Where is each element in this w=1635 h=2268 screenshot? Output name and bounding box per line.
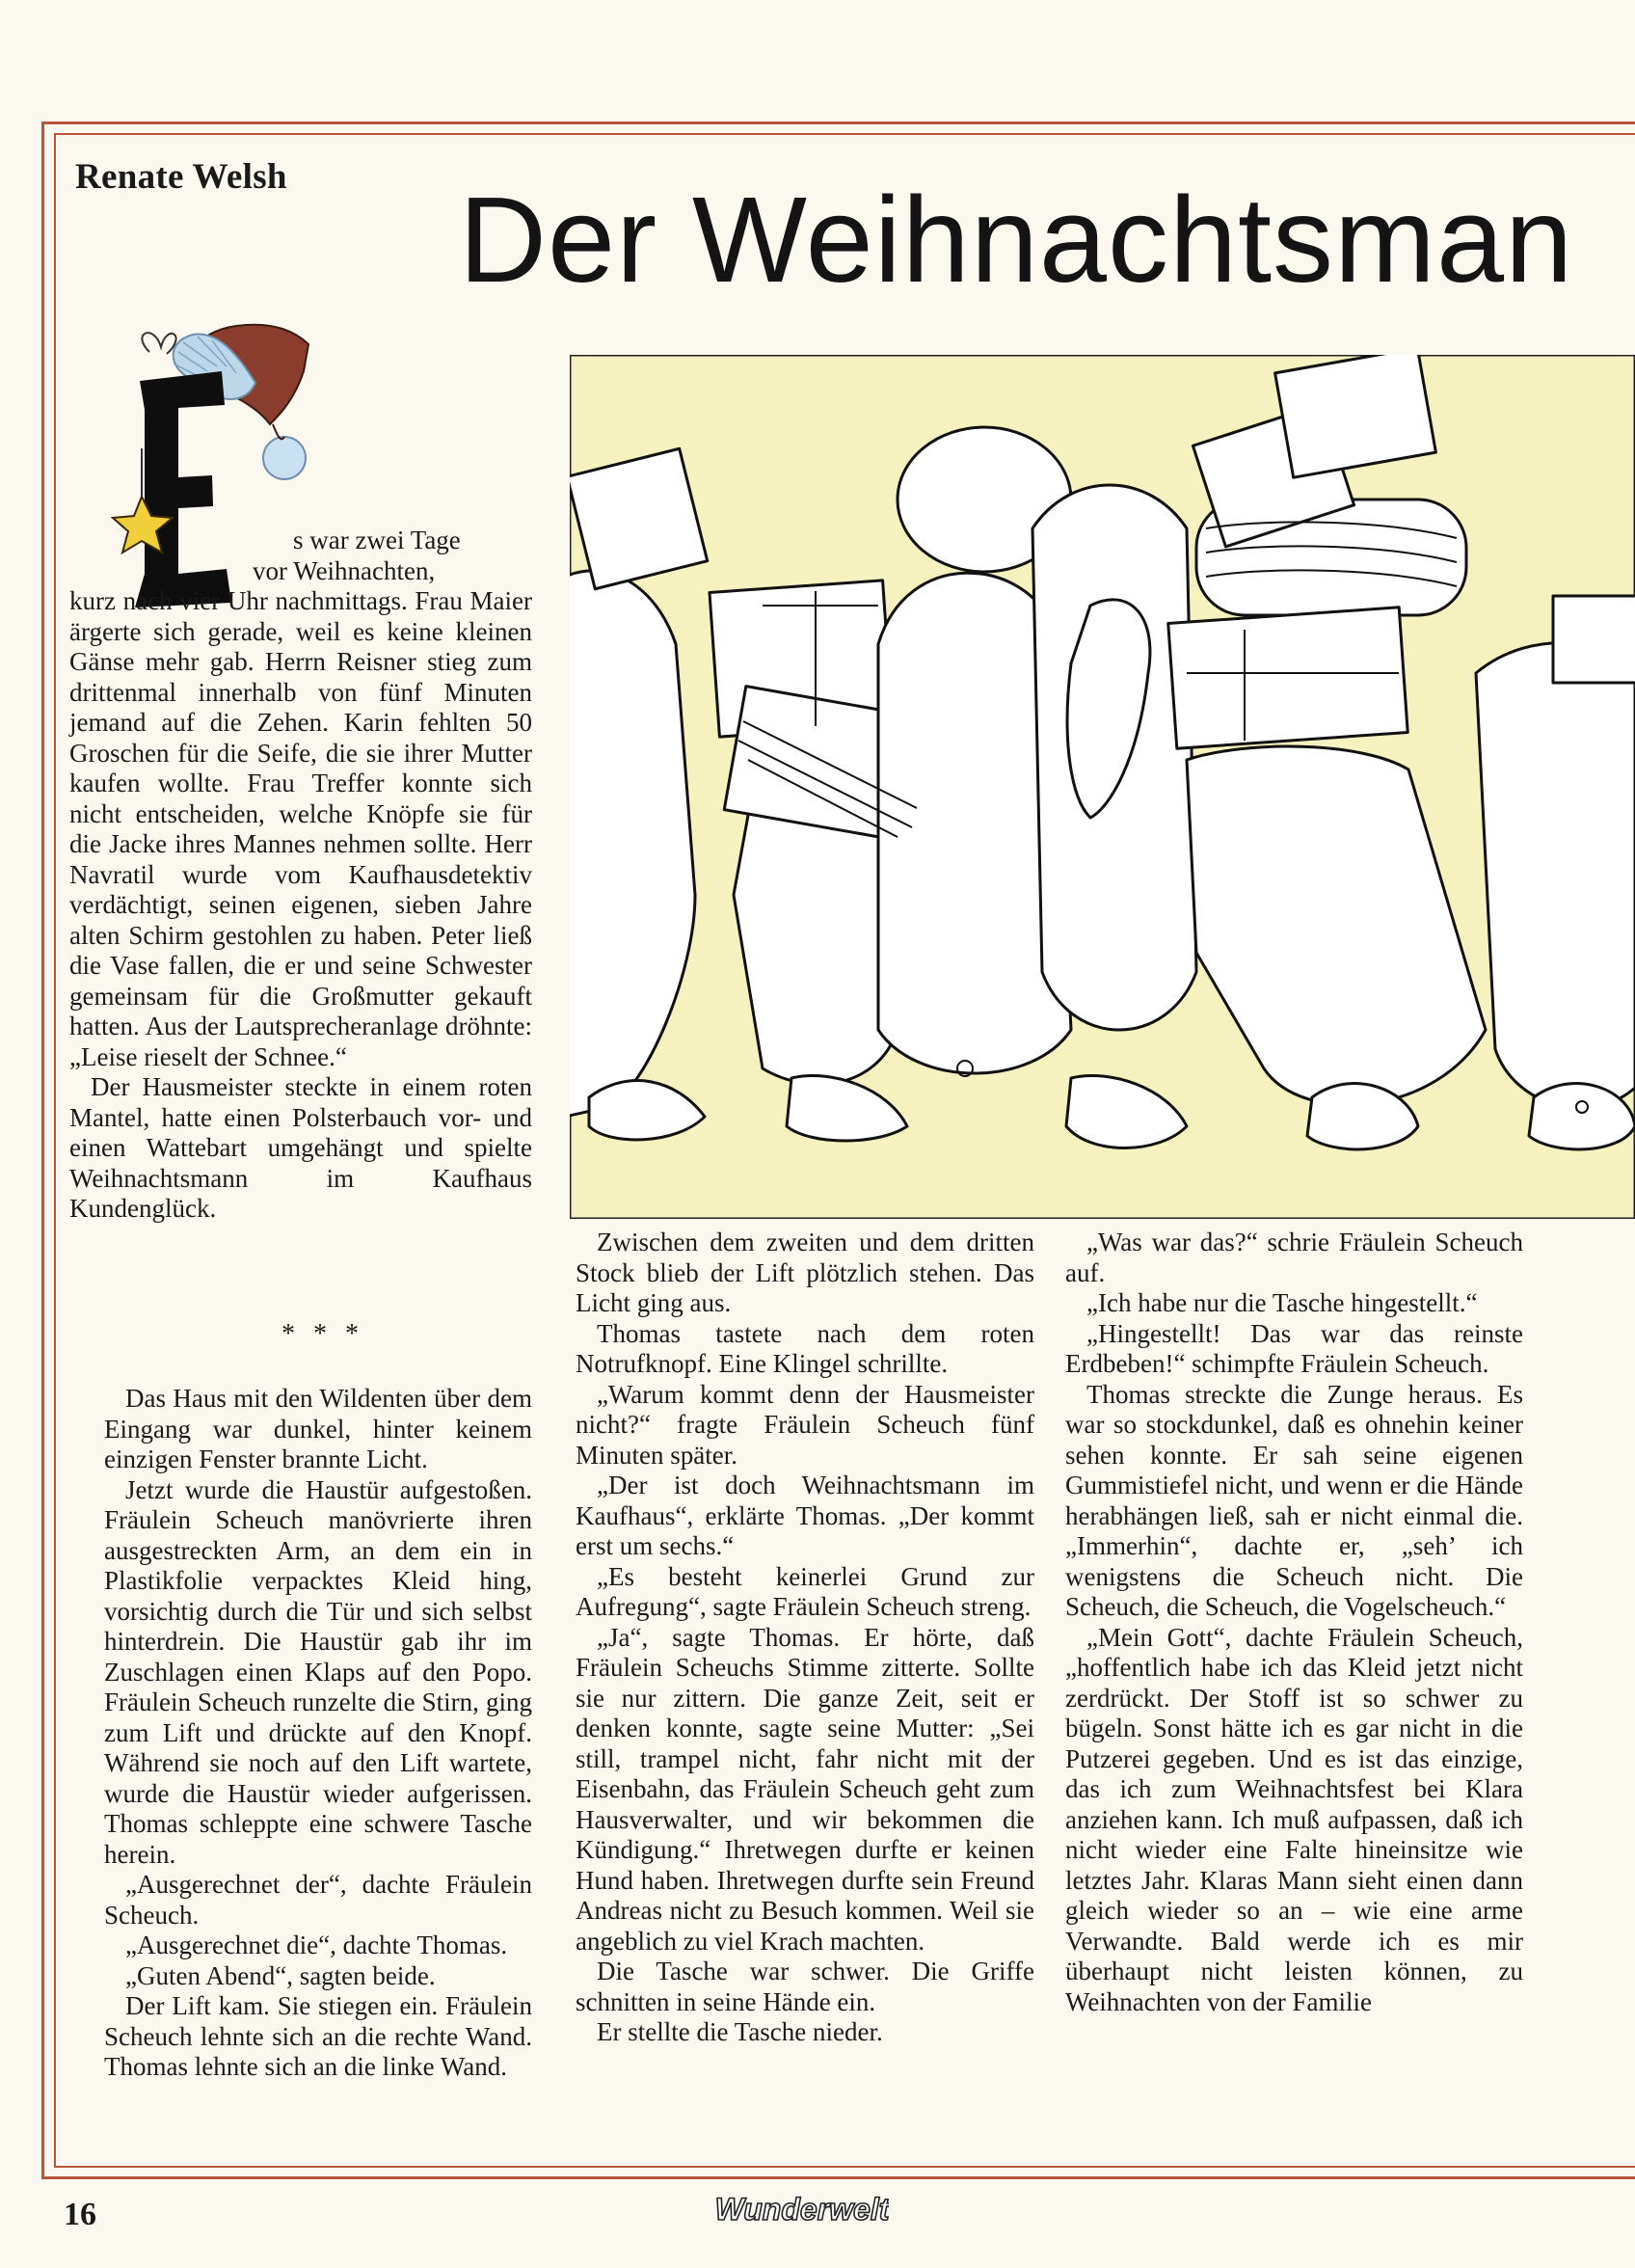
shoppers-illustration: [570, 355, 1635, 1219]
paragraph: Der Hausmeister steckte in einem roten Mantel, hatte einen Polsterbauch vor- und einen Wattebart umgehängt und spielte Weihnachtsmann im Kaufhaus Kundenglück.: [69, 1072, 532, 1223]
paragraph: „Es besteht keinerlei Grund zur Aufregung“, sagte Fräulein Scheuch streng.: [576, 1561, 1034, 1621]
author-name: Renate Welsh: [75, 157, 287, 197]
page-number: 16: [64, 2197, 96, 2232]
wunderwelt-logo: [715, 2187, 889, 2231]
paragraph: „Mein Gott“, dachte Fräulein Scheuch, „hoffentlich habe ich das Kleid jetzt nicht zerdrückt. Der Stoff ist so schwer zu bügeln. Sonst hätte ich es gar nicht in die Putzerei gegeben. Und es ist das einzige, das ich zum Weihnachtsfest bei Klara anziehen kann. Ich muß aufpassen, daß ich nicht wieder eine Falte hineinsitze wie letztes Jahr. Klaras Mann sieht einen dann gleich wieder so an – wie eine arme Verwandte. Bald werde ich es mir überhaupt nicht leisten können, zu Weihnachten von der Familie: [1065, 1622, 1523, 2016]
paragraph: „Guten Abend“, sagten beide.: [125, 1960, 436, 1990]
column-1-top: [69, 526, 532, 1225]
section-separator: * * *: [281, 1319, 364, 1349]
column-3: [1065, 1228, 1523, 2017]
paragraph: „Was war das?“ schrie Fräulein Scheuch auf.: [1065, 1228, 1523, 1287]
paragraph: Thomas streckte die Zunge heraus. Es war so stockdunkel, daß es ohnehin keiner sehen konnte. Er sah seine eigenen Gummistiefel nicht, und wenn er die Hände herabhängen ließ, sah er nicht einmal die. „Immerhin“, dachte er, „seh’ ich wenigstens die Scheuch nicht. Die Scheuch, die Scheuch, die Vogelscheuch.“: [1065, 1379, 1523, 1621]
paragraph: Der Lift kam. Sie stiegen ein. Fräulein Scheuch lehnte sich an die rechte Wand. Thomas lehnte sich an die linke Wand.: [104, 1991, 532, 2081]
column-2: [576, 1228, 1034, 2048]
paragraph: „Ich habe nur die Tasche hingestellt.“: [1086, 1288, 1478, 1317]
paragraph: „Ja“, sagte Thomas. Er hörte, daß Fräulein Scheuchs Stimme zitterte. Sollte sie nur zittern. Die ganze Zeit, seit er denken konnte, sagte seine Mutter: „Sei still, trampel nicht, fahr nicht mit der Eisenbahn, das Fräulein Scheuch geht zum Hausverwalter, und wir bekommen die Kündigung.“ Ihretwegen durfte er keinen Hund haben. Ihretwegen durfte sein Freund Andreas nicht zu Besuch kommen. Weil sie angeblich zu viel Krach machten.: [576, 1622, 1034, 1956]
column-1-bottom: [104, 1384, 532, 2083]
paragraph: Er stellte die Tasche nieder.: [597, 2017, 883, 2046]
paragraph: Thomas tastete nach dem roten Notrufknopf. Eine Klingel schrillte.: [576, 1318, 1034, 1378]
paragraph: Die Tasche war schwer. Die Griffe schnitten in seine Hände ein.: [576, 1957, 1034, 2016]
opening-line-1: s war zwei Tage: [293, 526, 461, 554]
paragraph: Zwischen dem zweiten und dem dritten Stock blieb der Lift plötzlich stehen. Das Licht ging aus.: [576, 1228, 1034, 1317]
paragraph: „Ausgerechnet der“, dachte Fräulein Scheuch.: [104, 1870, 532, 1930]
paragraph: „Ausgerechnet die“, dachte Thomas.: [125, 1930, 508, 1959]
opening-line-2: vor Weihnachten,: [253, 555, 436, 585]
paragraph: „Hingestellt! Das war das reinste Erdbeben!“ schimpfte Fräulein Scheuch.: [1065, 1318, 1523, 1378]
paragraph: kurz nach vier Uhr nachmittags. Frau Maier ärgerte sich gerade, weil es keine kleinen Gänse mehr gab. Herrn Reisner stieg zum drittenmal innerhalb von fünf Minuten jemand auf die Zehen. Karin fehlten 50 Groschen für die Seife, die sie ihrer Mutter kaufen wollte. Frau Treffer konnte sich nicht entscheiden, welche Knöpfe sie für die Jacke ihres Mannes nehmen sollte. Herr Navratil wurde vom Kaufhausdetektiv verdächtigt, seinen eigenen, sieben Jahre alten Schirm gestohlen zu haben. Peter ließ die Vase fallen, die er und seine Schwester gemeinsam für die Großmutter gekauft hatten. Aus der Lautsprecheranlage dröhnte: „Leise rieselt der Schnee.“: [69, 586, 532, 1071]
svg-text:Wunderwelt: Wunderwelt: [715, 2192, 889, 2227]
paragraph: Jetzt wurde die Haustür aufgestoßen. Fräulein Scheuch manövrierte ihren ausgestreckten Arm, an dem ein in Plastikfolie verpacktes Kleid hing, vorsichtig durch die Tür und sich selbst hinterdrein. Die Haustür gab ihr im Zuschlagen einen Klaps auf den Popo. Fräulein Scheuch runzelte die Stirn, ging zum Lift und drückte auf den Knopf. Während sie noch auf den Lift wartete, wurde die Haustür wieder aufgerissen. Thomas schleppte eine schwere Tasche herein.: [104, 1474, 532, 1869]
article-title: Der Weihnachtsman: [459, 172, 1574, 308]
paragraph: „Der ist doch Weihnachtsmann im Kaufhaus“, erklärte Thomas. „Der kommt erst um sechs.“: [576, 1471, 1034, 1560]
paragraph: Das Haus mit den Wildenten über dem Eingang war dunkel, hinter keinem einzigen Fenster brannte Licht.: [104, 1384, 532, 1473]
paragraph: „Warum kommt denn der Hausmeister nicht?“ fragte Fräulein Scheuch fünf Minuten später.: [576, 1379, 1034, 1470]
